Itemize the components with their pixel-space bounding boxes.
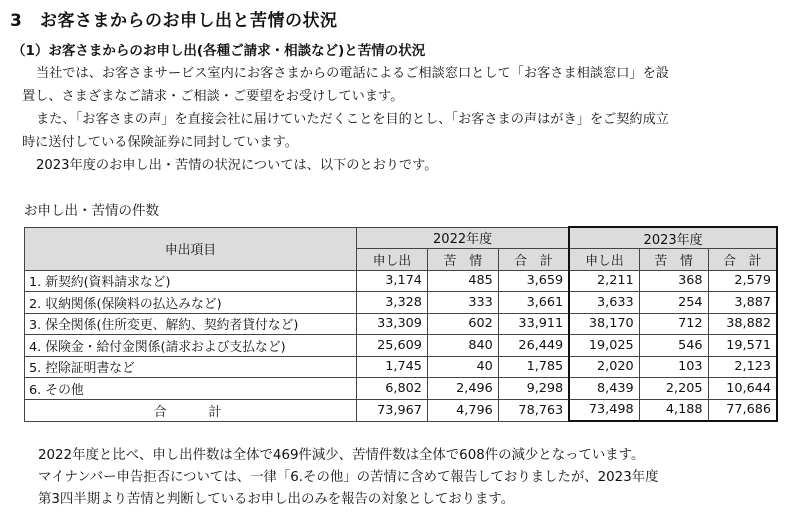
cell-value: 33,309: [356, 313, 427, 335]
paragraph-line: 時に送付している保険証券に同封しています。: [22, 135, 298, 150]
paragraph-consultation-desk: [22, 62, 669, 108]
cell-value: 73,967: [356, 399, 427, 421]
cell-value: 3,661: [498, 292, 569, 314]
row-label: 2. 収納関係(保険料の払込みなど): [25, 292, 357, 314]
cell-value: 78,763: [498, 399, 569, 421]
cell-value: 2,579: [708, 270, 777, 292]
cell-value: 19,571: [708, 335, 777, 357]
paragraph-line: 置し、さまざまなご請求・ご相談・ご要望をお受けしています。: [22, 89, 404, 104]
cell-value: 254: [639, 292, 708, 314]
header-col-kujo: 苦 情: [639, 249, 708, 271]
cell-value: 77,686: [708, 399, 777, 421]
table-row: [25, 378, 778, 400]
row-label: 5. 控除証明書など: [25, 356, 357, 378]
total-label: 合計: [25, 399, 357, 421]
cell-value: 9,298: [498, 378, 569, 400]
paragraph-intro-2023: 2023年度のお申し出・苦情の状況については、以下のとおりです。: [36, 158, 438, 173]
table-caption: お申し出・苦情の件数: [24, 203, 159, 219]
cell-value: 368: [639, 270, 708, 292]
cell-value: 2,205: [639, 378, 708, 400]
cell-value: 33,911: [498, 313, 569, 335]
header-col-moushide: 申し出: [569, 249, 639, 271]
cell-value: 38,170: [569, 313, 639, 335]
row-label: 3. 保全関係(住所変更、解約、契約者貸付など): [25, 313, 357, 335]
row-label: 6. その他: [25, 378, 357, 400]
paragraph-line: また、「お客さまの声」を直接会社に届けていただくことを目的とし、「お客さまの声はがき」をご契約成立: [36, 112, 669, 127]
cell-value: 73,498: [569, 399, 639, 421]
footer-line: 2022年度と比べ、申し出件数は全体で469件減少、苦情件数は全体で608件の減少となっています。: [38, 448, 645, 463]
section-number: 3: [10, 11, 23, 31]
table-total-row: [25, 399, 778, 421]
cell-value: 25,609: [356, 335, 427, 357]
table-row: [25, 356, 778, 378]
cell-value: 4,796: [427, 399, 498, 421]
table-row: [25, 335, 778, 357]
cell-value: 8,439: [569, 378, 639, 400]
cell-value: 712: [639, 313, 708, 335]
section-title: お客さまからのお申し出と苦情の状況: [40, 11, 338, 31]
cell-value: 6,802: [356, 378, 427, 400]
cell-value: 103: [639, 356, 708, 378]
cell-value: 546: [639, 335, 708, 357]
cell-value: 38,882: [708, 313, 777, 335]
cell-value: 1,785: [498, 356, 569, 378]
header-col-gokei: 合 計: [708, 249, 777, 271]
header-item: 申出項目: [25, 227, 357, 270]
cell-value: 3,174: [356, 270, 427, 292]
footer-line: 第3四半期より苦情と判断しているお申し出のみを報告の対象としております。: [38, 492, 515, 507]
subsection-heading: （1）お客さまからのお申し出(各種ご請求・相談など)と苦情の状況: [12, 43, 426, 59]
cell-value: 3,633: [569, 292, 639, 314]
cell-value: 1,745: [356, 356, 427, 378]
cell-value: 3,328: [356, 292, 427, 314]
cell-value: 2,123: [708, 356, 777, 378]
cell-value: 3,887: [708, 292, 777, 314]
header-col-gokei: 合 計: [498, 249, 569, 271]
cell-value: 2,211: [569, 270, 639, 292]
cell-value: 40: [427, 356, 498, 378]
cell-value: 485: [427, 270, 498, 292]
footer-line: マイナンバー申告拒否については、一律「6.その他」の苦情に含めて報告しておりましたが、2023年度: [38, 470, 659, 485]
table-row: [25, 292, 778, 314]
row-label: 1. 新契約(資料請求など): [25, 270, 357, 292]
table-row: [25, 313, 778, 335]
paragraph-customer-voice: [22, 108, 669, 154]
cell-value: 10,644: [708, 378, 777, 400]
row-label: 4. 保険金・給付金関係(請求および支払など): [25, 335, 357, 357]
paragraph-line: 当社では、お客さまサービス室内にお客さまからの電話によるご相談窓口として「お客さま相談窓口」を設: [36, 66, 669, 81]
cell-value: 4,188: [639, 399, 708, 421]
section-heading: [10, 6, 338, 31]
header-col-moushide: 申し出: [356, 249, 427, 271]
header-col-kujo: 苦 情: [427, 249, 498, 271]
cell-value: 840: [427, 335, 498, 357]
cell-value: 333: [427, 292, 498, 314]
complaints-table: [24, 226, 778, 422]
header-year-2023: 2023年度: [569, 227, 777, 249]
table-row: [25, 270, 778, 292]
cell-value: 19,025: [569, 335, 639, 357]
cell-value: 2,496: [427, 378, 498, 400]
header-year-2022: 2022年度: [356, 227, 569, 249]
cell-value: 2,020: [569, 356, 639, 378]
cell-value: 602: [427, 313, 498, 335]
cell-value: 3,659: [498, 270, 569, 292]
cell-value: 26,449: [498, 335, 569, 357]
